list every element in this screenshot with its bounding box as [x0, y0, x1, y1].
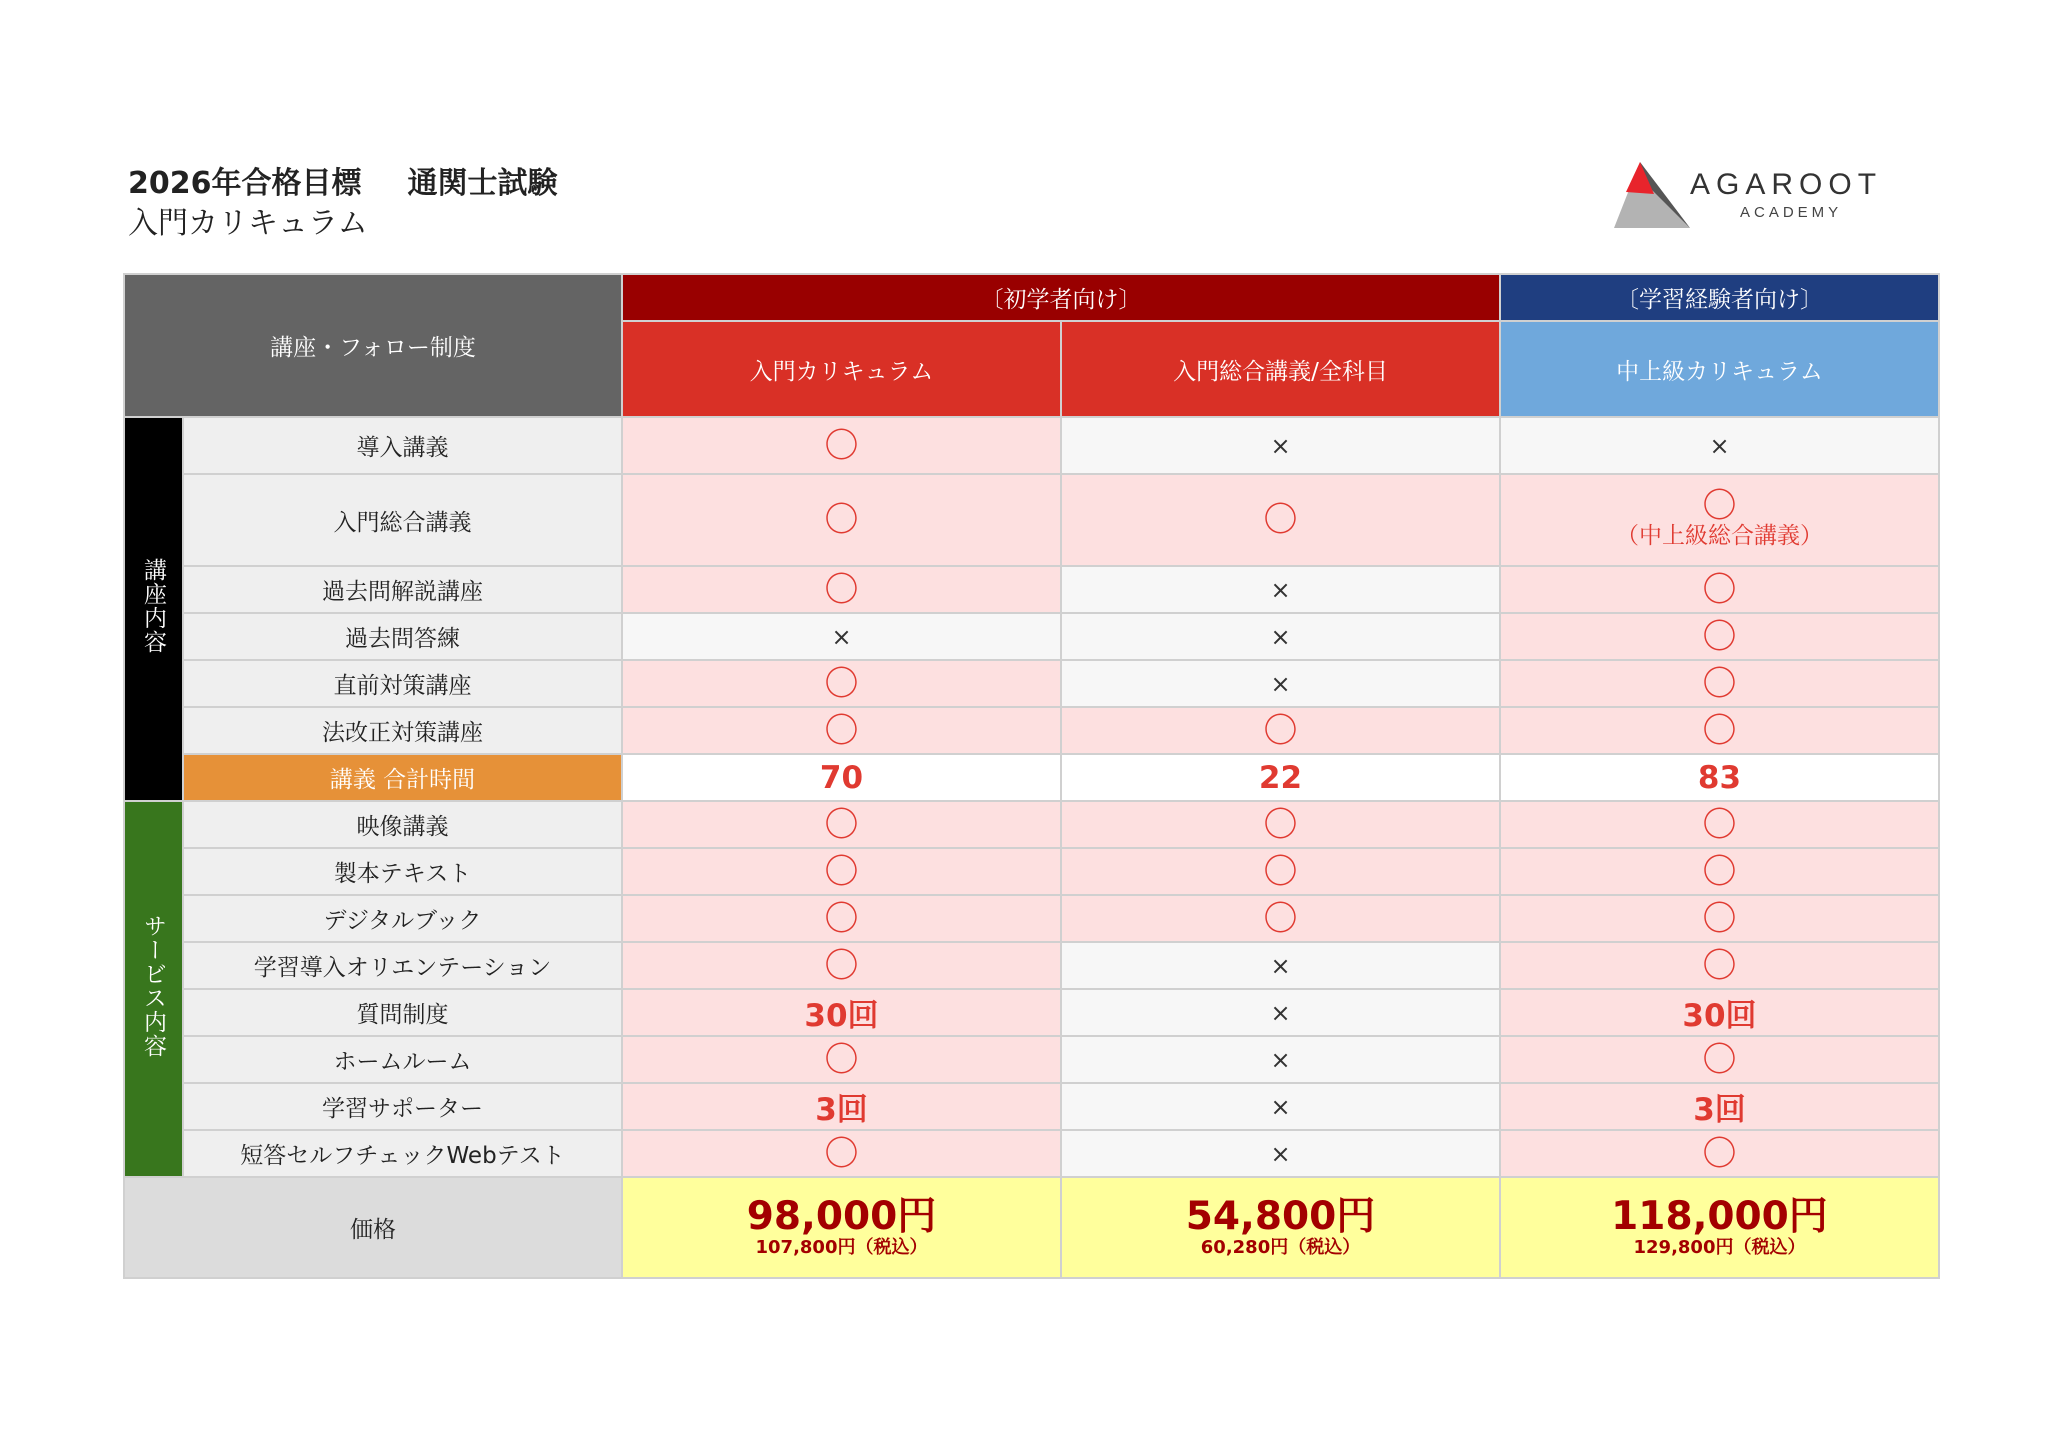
cell-total-hours: 22 — [1061, 754, 1500, 801]
table-row — [124, 801, 1939, 848]
row-label: 短答セルフチェックWebテスト — [183, 1130, 622, 1177]
agaroot-logo — [1610, 158, 1890, 238]
table-row — [124, 1083, 1939, 1130]
column-header-intro-curriculum: 入門カリキュラム — [622, 321, 1061, 417]
cell-yes: 〇 — [1061, 707, 1500, 754]
table-row — [124, 1036, 1939, 1083]
header-group-row — [124, 274, 1939, 321]
title-exam-name: 通関士試験 — [407, 166, 558, 201]
cell-yes: 〇 — [622, 848, 1061, 895]
cell-no: × — [1061, 417, 1500, 474]
row-label: デジタルブック — [183, 895, 622, 942]
cell-no: × — [1061, 1130, 1500, 1177]
row-label-price: 価格 — [124, 1177, 622, 1278]
group-header-experienced: 〔学習経験者向け〕 — [1500, 274, 1939, 321]
logo-subtitle: ACADEMY — [1740, 204, 1843, 221]
table-row — [124, 613, 1939, 660]
cell-no: × — [1061, 989, 1500, 1036]
price-tax-included: 60,280円（税込） — [1200, 1237, 1361, 1259]
cell-price — [1500, 1177, 1939, 1278]
section-label-courses: 講座内容 — [124, 417, 183, 801]
cell-yes: 〇 — [622, 707, 1061, 754]
cell-no: × — [1061, 660, 1500, 707]
cell-no: × — [1500, 417, 1939, 474]
price-tax-included: 107,800円（税込） — [755, 1237, 928, 1259]
table-row — [124, 417, 1939, 474]
cell-yes: 〇 — [622, 660, 1061, 707]
column-header-intro-lecture-all: 入門総合講義/全科目 — [1061, 321, 1500, 417]
cell-no: × — [1061, 613, 1500, 660]
logo-mark-icon — [1610, 162, 1690, 234]
row-label: 映像講義 — [183, 801, 622, 848]
cell-yes: 〇 — [622, 417, 1061, 474]
column-header-advanced-curriculum: 中上級カリキュラム — [1500, 321, 1939, 417]
cell-count: 3回 — [1500, 1083, 1939, 1130]
row-label: 法改正対策講座 — [183, 707, 622, 754]
cell-yes: 〇 — [622, 942, 1061, 989]
cell-yes: 〇 — [622, 895, 1061, 942]
cell-no: × — [1061, 1036, 1500, 1083]
page-subtitle: 入門カリキュラム — [128, 206, 368, 241]
price-row — [124, 1177, 1939, 1278]
curriculum-comparison-table — [123, 273, 1940, 1279]
row-label: 製本テキスト — [183, 848, 622, 895]
cell-yes: 〇 — [1500, 613, 1939, 660]
cell-yes: 〇 — [622, 1130, 1061, 1177]
cell-yes: 〇 — [1500, 801, 1939, 848]
cell-no: × — [1061, 566, 1500, 613]
cell-total-hours: 83 — [1500, 754, 1939, 801]
cell-yes: 〇 — [1061, 848, 1500, 895]
cell-yes: 〇 — [622, 566, 1061, 613]
price-main: 118,000円 — [1611, 1194, 1828, 1240]
table-row — [124, 660, 1939, 707]
cell-yes-with-note: 〇 （中上級総合講義） — [1500, 474, 1939, 566]
table-row — [124, 566, 1939, 613]
table-row — [124, 989, 1939, 1036]
row-label: 学習導入オリエンテーション — [183, 942, 622, 989]
cell-yes: 〇 — [1500, 942, 1939, 989]
price-tax-included: 129,800円（税込） — [1633, 1237, 1806, 1259]
table-row — [124, 848, 1939, 895]
row-label: ホームルーム — [183, 1036, 622, 1083]
cell-yes: 〇 — [1061, 801, 1500, 848]
cell-no: × — [1061, 1083, 1500, 1130]
price-main: 54,800円 — [1185, 1194, 1376, 1240]
row-label: 過去問解説講座 — [183, 566, 622, 613]
title-target-year: 2026年合格目標 — [128, 166, 362, 201]
cell-price — [622, 1177, 1061, 1278]
table-row — [124, 895, 1939, 942]
row-label-total-hours: 講義 合計時間 — [183, 754, 622, 801]
row-label: 質問制度 — [183, 989, 622, 1036]
cell-count: 30回 — [1500, 989, 1939, 1036]
group-header-beginner: 〔初学者向け〕 — [622, 274, 1500, 321]
cell-yes: 〇 — [1500, 848, 1939, 895]
row-label: 学習サポーター — [183, 1083, 622, 1130]
cell-yes: 〇 — [1500, 1130, 1939, 1177]
cell-yes: 〇 — [1061, 895, 1500, 942]
table-row — [124, 942, 1939, 989]
row-label: 入門総合講義 — [183, 474, 622, 566]
row-label: 直前対策講座 — [183, 660, 622, 707]
row-label: 過去問答練 — [183, 613, 622, 660]
table-row — [124, 707, 1939, 754]
cell-yes: 〇 — [1500, 895, 1939, 942]
cell-yes: 〇 — [1500, 660, 1939, 707]
logo-name: AGAROOT — [1690, 168, 1883, 201]
cell-count: 30回 — [622, 989, 1061, 1036]
cell-yes: 〇 — [1500, 1036, 1939, 1083]
cell-total-hours: 70 — [622, 754, 1061, 801]
cell-yes: 〇 — [622, 801, 1061, 848]
row-label: 導入講義 — [183, 417, 622, 474]
cell-no: × — [622, 613, 1061, 660]
cell-note: （中上級総合講義） — [1616, 523, 1823, 550]
cell-price — [1061, 1177, 1500, 1278]
table-row — [124, 1130, 1939, 1177]
total-hours-row — [124, 754, 1939, 801]
cell-yes: 〇 — [1500, 707, 1939, 754]
corner-header: 講座・フォロー制度 — [124, 274, 622, 417]
cell-yes: 〇 — [1500, 566, 1939, 613]
page-title — [128, 158, 604, 202]
cell-yes: 〇 — [622, 474, 1061, 566]
price-main: 98,000円 — [746, 1194, 937, 1240]
table-row — [124, 474, 1939, 566]
cell-yes: 〇 — [622, 1036, 1061, 1083]
cell-yes: 〇 — [1061, 474, 1500, 566]
cell-count: 3回 — [622, 1083, 1061, 1130]
cell-no: × — [1061, 942, 1500, 989]
section-label-services: サービス内容 — [124, 801, 183, 1177]
